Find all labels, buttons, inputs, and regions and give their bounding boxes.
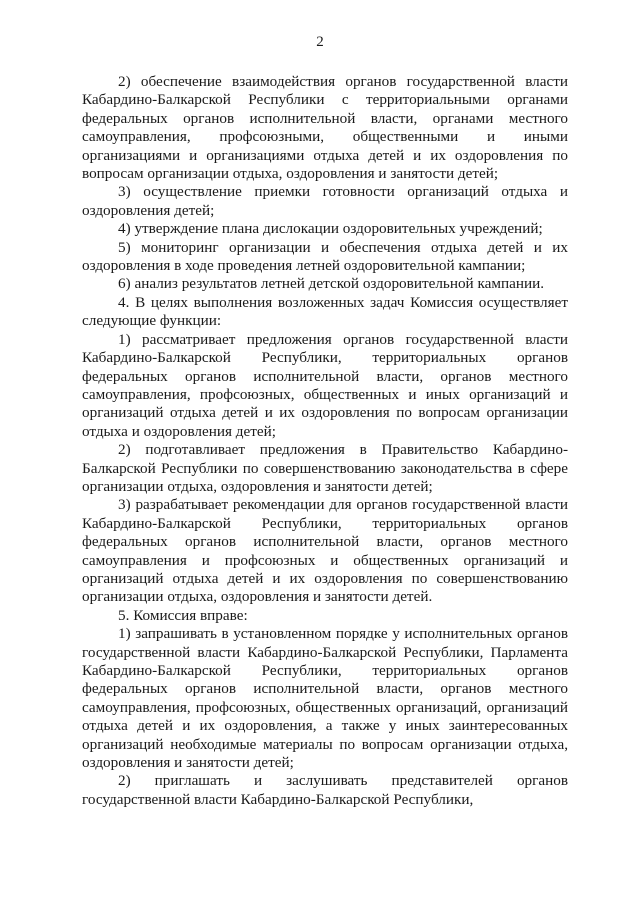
paragraph: 5. Комиссия вправе: [118,606,248,624]
paragraph: 2) обеспечение взаимодействия органов государственной власти Кабардино-Балкарской Республики с территориальными органами федеральных органов исполнительной власти, органами местного самоуправления, профсоюзными, общественными и иными организациями и организациями отдыха детей и их оздоровления по вопросам организации отдыха, оздоровления и занятости детей; [82,73,568,183]
document-body [82,73,568,809]
paragraph: 5) мониторинг организации и обеспечения отдыха детей и их оздоровления в ходе проведения летней оздоровительной кампании; [82,238,568,275]
page-number: 2 [316,34,324,50]
paragraph: 6) анализ результатов летней детской оздоровительной кампании. [118,275,545,293]
paragraph: 1) запрашивать в установленном порядке у исполнительных органов государственной власти Кабардино-Балкарской Республики, Парламента Кабардино-Балкарской Республики, территориальных органов федеральных органов исполнительной власти, органов местного самоуправления, профсоюзных, общественных организаций, организаций отдыха детей и их оздоровления, а также у иных заинтересованных организаций необходимые материалы по вопросам организации отдыха, оздоровления и занятости детей; [82,625,568,772]
paragraph: 2) подготавливает предложения в Правительство Кабардино-Балкарской Республики по совершенствованию законодательства в сфере организации отдыха, оздоровления и занятости детей; [82,441,568,495]
paragraph: 3) разрабатывает рекомендации для органов государственной власти Кабардино-Балкарской Республики, территориальных органов федеральных органов исполнительной власти, органов местного самоуправления и профсоюзных и общественных организаций и организаций отдыха детей и их оздоровления по совершенствованию организации отдыха, оздоровления и занятости детей. [82,496,568,606]
paragraph: 4) утверждение плана дислокации оздоровительных учреждений; [118,220,543,238]
paragraph: 1) рассматривает предложения органов государственной власти Кабардино-Балкарской Республики, территориальных органов федеральных органов исполнительной власти, органов местного самоуправления, профсоюзных, общественных и иных организаций и организаций отдыха детей и их оздоровления по вопросам организации отдыха и оздоровления детей; [82,330,568,440]
paragraph: 3) осуществление приемки готовности организаций отдыха и оздоровления детей; [82,183,568,219]
paragraph: 4. В целях выполнения возложенных задач Комиссия осуществляет следующие функции: [82,293,568,330]
paragraph: 2) приглашать и заслушивать представителей органов государственной власти Кабардино-Балкарской Республики, [82,772,568,808]
